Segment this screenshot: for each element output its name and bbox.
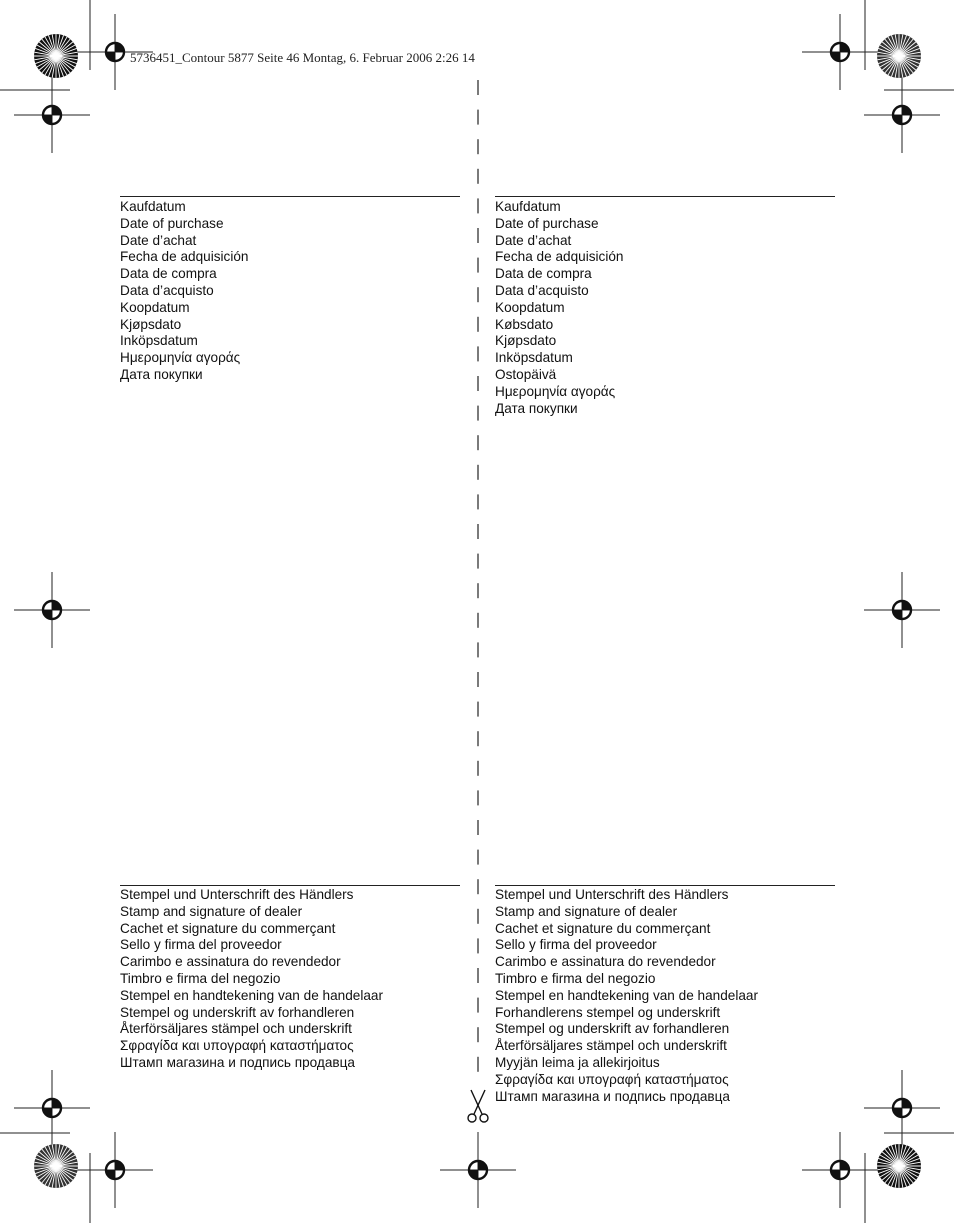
label-line: Cachet et signature du commerçant [120, 920, 336, 936]
label-line: Sello y firma del proveedor [495, 937, 657, 953]
starburst-icon [877, 34, 921, 78]
purchase-date-labels-right [495, 199, 623, 417]
crosshair-icon [864, 1070, 940, 1146]
label-line: Timbro e firma del negozio [120, 970, 281, 986]
purchase-date-rule-left [120, 196, 460, 197]
starburst-icon [34, 34, 78, 78]
starburst-icon [877, 1144, 921, 1188]
label-line: Data d’acquisto [495, 282, 589, 298]
crosshair-icon [77, 1132, 153, 1208]
label-line: Kaufdatum [120, 199, 186, 214]
label-line: Stempel en handtekening van de handelaar [495, 987, 759, 1003]
label-line: Timbro e firma del negozio [495, 970, 656, 986]
label-line: Data de compra [120, 266, 217, 282]
label-line: Koopdatum [120, 299, 190, 315]
label-line: Fecha de adquisición [120, 249, 249, 265]
label-line: Data de compra [495, 266, 592, 282]
label-line: Дата покупки [120, 366, 203, 382]
crosshair-icon [14, 572, 90, 648]
label-line: Købsdato [495, 316, 554, 332]
label-line: Myyjän leima ja allekirjoitus [495, 1054, 660, 1070]
label-line: Σφραγίδα και υπογραφή καταστήματος [495, 1071, 729, 1087]
label-line: Återförsäljares stämpel och underskrift [120, 1021, 352, 1037]
crosshair-icon [440, 1132, 516, 1208]
label-line: Stempel und Unterschrift des Händlers [495, 887, 729, 902]
dealer-stamp-labels-left [120, 887, 383, 1072]
purchase-date-rule-right [495, 196, 835, 197]
label-line: Cachet et signature du commerçant [495, 920, 711, 936]
label-line: Återförsäljares stämpel och underskrift [495, 1038, 727, 1054]
crosshair-icon [864, 77, 940, 153]
label-line: Sello y firma del proveedor [120, 937, 282, 953]
label-line: Kaufdatum [495, 199, 561, 214]
label-line: Forhandlerens stempel og underskrift [495, 1004, 721, 1020]
dealer-stamp-labels-right [495, 887, 758, 1105]
label-line: Штамп магазина и подпись продавца [495, 1088, 730, 1104]
label-line: Kjøpsdato [120, 316, 182, 332]
label-line: Stempel og underskrift av forhandleren [120, 1004, 355, 1020]
purchase-date-labels-left [120, 199, 248, 384]
label-line: Carimbo e assinatura do revendedor [495, 954, 716, 970]
label-line: Inköpsdatum [120, 333, 198, 349]
label-line: Ostopäivä [495, 366, 557, 382]
crosshair-icon [864, 572, 940, 648]
scissors-icon [468, 1090, 488, 1122]
label-line: Date of purchase [120, 215, 224, 231]
crosshair-icon [14, 77, 90, 153]
label-line: Data d’acquisto [120, 282, 214, 298]
label-line: Штамп магазина и подпись продавца [120, 1054, 355, 1070]
label-line: Date d’achat [120, 232, 197, 248]
label-line: Stempel und Unterschrift des Händlers [120, 887, 354, 902]
label-line: Stempel en handtekening van de handelaar [120, 987, 384, 1003]
dealer-stamp-rule-left [120, 885, 460, 886]
dealer-stamp-rule-right [495, 885, 835, 886]
starburst-icon [34, 1144, 78, 1188]
label-line: Koopdatum [495, 299, 565, 315]
crosshair-icon [802, 1132, 878, 1208]
label-line: Stamp and signature of dealer [120, 903, 303, 919]
crosshair-icon [14, 1070, 90, 1146]
label-line: Date d’achat [495, 232, 572, 248]
label-line: Stamp and signature of dealer [495, 903, 678, 919]
label-line: Date of purchase [495, 215, 599, 231]
label-line: Дата покупки [495, 400, 578, 416]
crosshair-icon [802, 14, 878, 90]
label-line: Ημερομηνία αγοράς [120, 350, 241, 366]
print-slug: 5736451_Contour 5877 Seite 46 Montag, 6. Februar 2006 2:26 14 [130, 50, 475, 65]
label-line: Ημερομηνία αγοράς [495, 383, 616, 399]
label-line: Kjøpsdato [495, 333, 557, 349]
label-line: Σφραγίδα και υπογραφή καταστήματος [120, 1038, 354, 1054]
label-line: Stempel og underskrift av forhandleren [495, 1021, 730, 1037]
label-line: Inköpsdatum [495, 350, 573, 366]
label-line: Fecha de adquisición [495, 249, 624, 265]
label-line: Carimbo e assinatura do revendedor [120, 954, 341, 970]
